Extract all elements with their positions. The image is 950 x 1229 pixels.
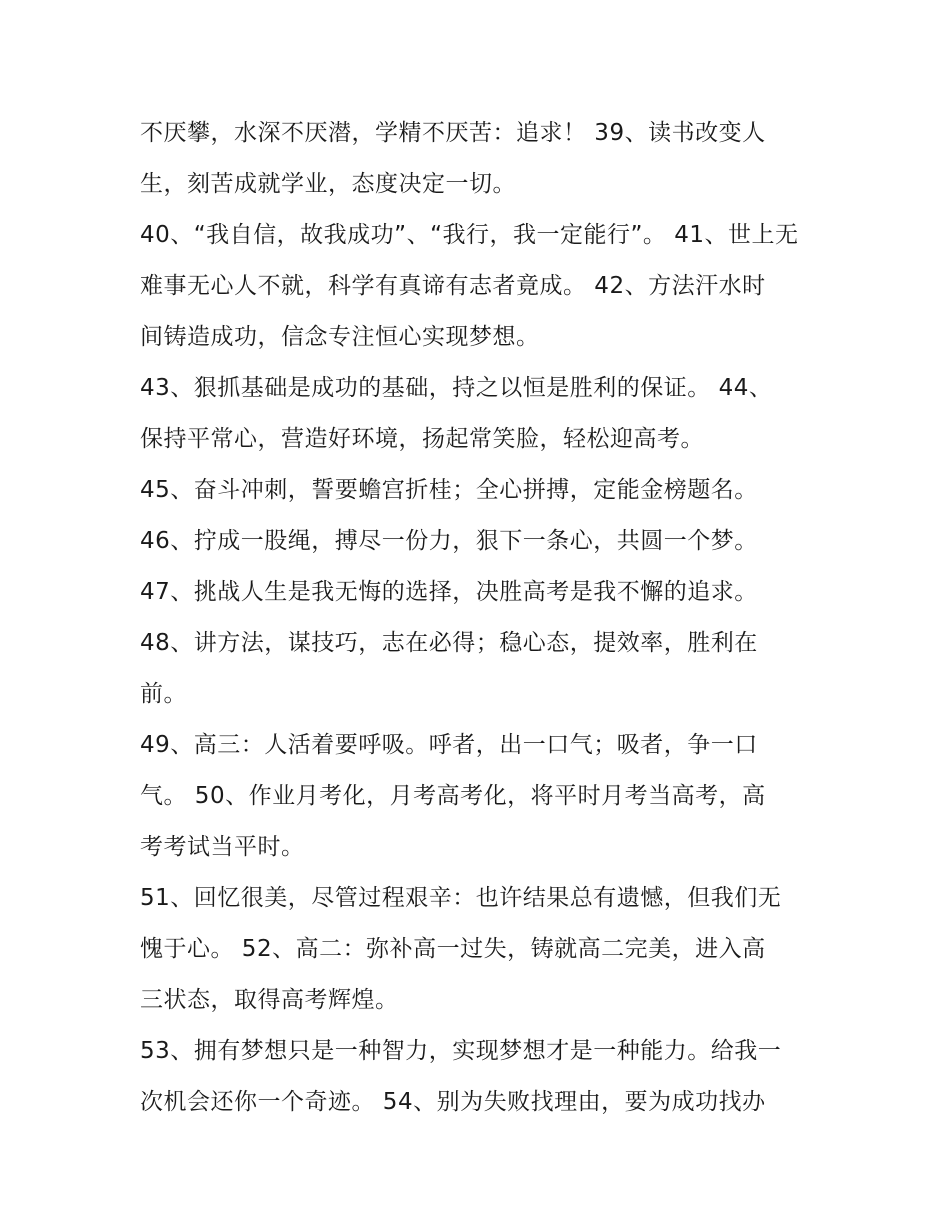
text-line: 47、挑战人生是我无悔的选择，决胜高考是我不懈的追求。 — [140, 579, 758, 605]
text-line: 49、高三：人活着要呼吸。呼者，出一口气；吸者，争一口 — [140, 732, 758, 758]
text-line: 保持平常心，营造好环境，扬起常笑脸，轻松迎高考。 — [140, 426, 704, 452]
text-line: 48、讲方法，谋技巧，志在必得；稳心态，提效率，胜利在 — [140, 630, 758, 656]
text-line: 气。 50、作业月考化，月考高考化，将平时月考当高考，高 — [140, 783, 766, 809]
text-line: 生，刻苦成就学业，态度决定一切。 — [140, 171, 516, 197]
text-line: 43、狠抓基础是成功的基础，持之以恒是胜利的保证。 44、 — [140, 375, 773, 401]
text-line: 53、拥有梦想只是一种智力，实现梦想才是一种能力。给我一 — [140, 1038, 782, 1064]
text-line: 45、奋斗冲刺，誓要蟾宫折桂；全心拼搏，定能金榜题名。 — [140, 477, 758, 503]
text-line: 间铸造成功，信念专注恒心实现梦想。 — [140, 324, 540, 350]
text-line: 三状态，取得高考辉煌。 — [140, 987, 399, 1013]
text-line: 难事无心人不就，科学有真谛有志者竟成。 42、方法汗水时 — [140, 273, 766, 299]
text-line: 考考试当平时。 — [140, 834, 305, 860]
text-line: 51、回忆很美，尽管过程艰辛：也许结果总有遗憾，但我们无 — [140, 885, 782, 911]
text-line: 次机会还你一个奇迹。 54、别为失败找理由，要为成功找办 — [140, 1089, 766, 1115]
text-line: 不厌攀，水深不厌潜，学精不厌苦：追求！ 39、读书改变人 — [140, 120, 766, 146]
text-line: 前。 — [140, 681, 187, 707]
text-line: 46、拧成一股绳，搏尽一份力，狠下一条心，共圆一个梦。 — [140, 528, 758, 554]
text-line: 40、“我自信，故我成功”、“我行，我一定能行”。 41、世上无 — [140, 222, 799, 248]
document-body — [140, 108, 820, 1128]
text-line: 愧于心。 52、高二：弥补高一过失，铸就高二完美，进入高 — [140, 936, 766, 962]
